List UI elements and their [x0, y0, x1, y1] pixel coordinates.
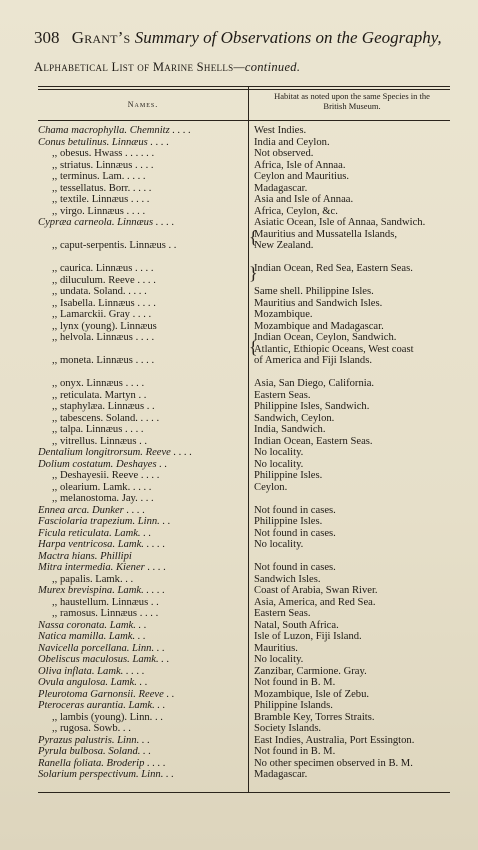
brace-diluculum-undata: } — [249, 263, 258, 283]
species-name: Dolium costatum. Deshayes . . — [38, 458, 168, 470]
table-row — [38, 137, 458, 149]
table-row — [38, 470, 458, 482]
table-row — [38, 125, 458, 137]
habitat-text: Same shell. Philippine Isles. — [254, 286, 374, 297]
habitat-text: Not found in B. M. — [254, 677, 336, 688]
table-row — [38, 160, 458, 172]
habitat-text: Eastern Seas. — [254, 608, 311, 619]
habitat-text: Indian Ocean, Eastern Seas. — [254, 435, 373, 447]
table-row — [38, 758, 458, 770]
species-name: ,, olearium. Lamk. . . . . — [52, 481, 152, 493]
species-name: Natica mamilla. Lamk. . . — [38, 631, 146, 642]
table-row — [38, 608, 458, 620]
habitat-text: Natal, South Africa. — [254, 619, 339, 631]
table-row — [38, 620, 458, 632]
species-name: ,, virgo. Linnæus . . . . — [52, 205, 146, 217]
habitat-text: Not found in cases. — [254, 527, 336, 539]
habitat-text: of America and Fiji Islands. — [254, 355, 372, 366]
section-continued: —continued. — [233, 60, 301, 74]
table-row — [38, 447, 458, 459]
habitat-text: No other specimen observed in B. M. — [254, 757, 413, 769]
table-row — [38, 516, 458, 528]
habitat-text: Ceylon and Mauritius. — [254, 171, 350, 182]
species-name: ,, onyx. Linnæus . . . . — [52, 378, 145, 389]
table-row — [38, 229, 458, 241]
species-name: ,, reticulata. Martyn . . — [52, 389, 147, 401]
habitat-text: No locality. — [254, 458, 304, 470]
species-name: Navicella porcellana. Linn. . . — [38, 642, 165, 654]
species-name: Harpa ventricosa. Lamk. . . . . — [38, 539, 166, 550]
table-row — [38, 413, 458, 425]
habitat-text: West Indies. — [254, 125, 307, 136]
habitat-text: Sandwich, Ceylon. — [254, 412, 335, 424]
table-row — [38, 240, 458, 252]
species-name: Ficula reticulata. Lamk. . . — [38, 527, 152, 539]
habitat-text: Mauritius and Mussatella Islands, — [254, 228, 397, 240]
table-row — [38, 574, 458, 586]
habitat-text: Mauritius and Sandwich Isles. — [254, 297, 383, 309]
habitat-text: Zanzibar, Carmione. Gray. — [254, 665, 367, 677]
species-name: ,, vitrellus. Linnæus . . — [52, 435, 148, 447]
species-name: Pyrula bulbosa. Soland. . . — [38, 746, 151, 757]
page-number: 308 — [34, 28, 60, 47]
species-name: ,, textile. Linnæus . . . . — [52, 194, 150, 205]
table-bottom-rule — [38, 792, 450, 793]
table-row — [38, 562, 458, 574]
table-row — [38, 689, 458, 701]
table-row — [38, 643, 458, 655]
species-name: Fasciolaria trapezium. Linn. . . — [38, 516, 171, 527]
species-name: ,, papalis. Lamk. . . — [52, 573, 134, 585]
column-header-habitat — [252, 91, 452, 111]
species-name: ,, diluculum. Reeve . . . . — [52, 274, 156, 286]
species-name: ,, moneta. Linnæus . . . . — [52, 355, 155, 366]
species-name: ,, terminus. Lam. . . . . — [52, 171, 146, 182]
habitat-text: India and Ceylon. — [254, 136, 330, 148]
table-row — [38, 597, 458, 609]
species-name: Ennea arca. Dunker . . . . — [38, 504, 145, 516]
table-row — [38, 723, 458, 735]
habitat-text: Bramble Key, Torres Straits. — [254, 711, 375, 723]
species-name: ,, staphylæa. Linnæus . . — [52, 401, 155, 412]
column-header-names: Names. — [127, 100, 159, 109]
habitat-text: East Indies, Australia, Port Essington. — [254, 734, 415, 746]
species-name: ,, lambis (young). Linn. . . — [52, 711, 163, 723]
species-name: Ranella foliata. Broderip . . . . — [38, 757, 166, 769]
species-name: Mactra hians. Phillipi — [38, 550, 132, 562]
table-row — [38, 309, 458, 321]
column-header-habitat-line1: Habitat as noted upon the same Species in the — [274, 91, 430, 101]
table-row — [38, 735, 458, 747]
running-head — [34, 28, 464, 48]
table-row — [38, 666, 458, 678]
habitat-text: Philippine Isles. — [254, 470, 323, 481]
species-name: ,, tabescens. Soland. . . . . — [52, 412, 160, 424]
species-name: ,, Deshayesii. Reeve . . . . — [52, 470, 160, 481]
habitat-text: Mozambique and Madagascar. — [254, 320, 384, 332]
species-name: ,, helvola. Linnæus . . . . — [52, 332, 155, 343]
species-name: ,, lynx (young). Linnæus — [52, 320, 157, 332]
species-name: ,, obesus. Hwass . . . . . . — [52, 148, 155, 159]
species-name: Ovula angulosa. Lamk. . . — [38, 677, 148, 688]
table-row — [38, 321, 458, 333]
table-row — [38, 367, 458, 379]
habitat-text: Philippine Isles. — [254, 516, 323, 527]
species-name: ,, ramosus. Linnæus . . . . — [52, 608, 159, 619]
running-title: Summary of Observations on the Geography, — [134, 28, 442, 47]
habitat-text: Africa, Isle of Annaa. — [254, 159, 346, 171]
habitat-text: Africa, Ceylon, &c. — [254, 205, 338, 217]
table-row — [38, 171, 458, 183]
brace-moneta: { — [249, 337, 258, 357]
species-name: ,, melanostoma. Jay. . . . — [52, 493, 154, 504]
habitat-text: Sandwich Isles. — [254, 573, 321, 585]
table-row — [38, 551, 458, 563]
table-row — [38, 424, 458, 436]
habitat-text: Madagascar. — [254, 769, 308, 780]
table-row — [38, 263, 458, 275]
table-row — [38, 769, 458, 781]
species-name: Obeliscus maculosus. Lamk. . . — [38, 654, 170, 665]
table-row — [38, 493, 458, 505]
table-row — [38, 401, 458, 413]
species-name: Pyrazus palustris. Linn. . . — [38, 734, 150, 746]
species-name: Murex brevispina. Lamk. . . . . — [38, 585, 165, 596]
species-name: Nassa coronata. Lamk. . . — [38, 619, 147, 631]
table-row — [38, 436, 458, 448]
habitat-text: Not observed. — [254, 148, 314, 159]
section-title-text: Alphabetical List of Marine Shells — [34, 60, 234, 74]
table-row — [38, 505, 458, 517]
table-row — [38, 275, 458, 287]
brace-caput-serpentis: { — [249, 227, 258, 247]
habitat-text: Madagascar. — [254, 182, 308, 194]
habitat-text: Atlantic, Ethiopic Oceans, West coast — [254, 343, 414, 355]
habitat-text: Ceylon. — [254, 481, 288, 493]
species-name: ,, striatus. Linnæus . . . . — [52, 159, 154, 171]
table-row — [38, 528, 458, 540]
habitat-text: Mozambique, Isle of Zebu. — [254, 688, 370, 700]
species-name: Solarium perspectivum. Linn. . . — [38, 769, 174, 780]
habitat-text: Asia, San Diego, California. — [254, 378, 375, 389]
habitat-text: Philippine Isles, Sandwich. — [254, 401, 370, 412]
header-rule — [38, 120, 450, 121]
table-body — [38, 125, 458, 781]
habitat-text: Eastern Seas. — [254, 389, 311, 401]
section-title — [34, 60, 454, 75]
species-name: ,, talpa. Linnæus . . . . — [52, 424, 144, 435]
habitat-text: Not found in B. M. — [254, 746, 336, 757]
habitat-text: Isle of Luzon, Fiji Island. — [254, 631, 362, 642]
table-row — [38, 183, 458, 195]
species-name: ,, caurica. Linnæus . . . . — [52, 263, 154, 274]
table-row — [38, 252, 458, 264]
table-row — [38, 217, 458, 229]
species-name: Dentalium longitrorsum. Reeve . . . . — [38, 447, 193, 458]
species-name: ,, rugosa. Sowb. . . — [52, 723, 131, 734]
species-name: Chama macrophylla. Chemnitz . . . . — [38, 125, 191, 136]
habitat-text: Not found in cases. — [254, 504, 336, 516]
habitat-text: Asia and Isle of Annaa. — [254, 194, 354, 205]
habitat-text: Asiatic Ocean, Isle of Annaa, Sandwich. — [254, 217, 426, 228]
habitat-text: New Zealand. — [254, 240, 314, 251]
table-row — [38, 390, 458, 402]
species-name: Mitra intermedia. Kiener . . . . — [38, 562, 166, 573]
habitat-text: Coast of Arabia, Swan River. — [254, 585, 378, 596]
habitat-text: India, Sandwich. — [254, 424, 326, 435]
table-row — [38, 355, 458, 367]
table-row — [38, 585, 458, 597]
table-row — [38, 539, 458, 551]
species-name: ,, haustellum. Linnæus . . — [52, 596, 159, 608]
habitat-text: No locality. — [254, 539, 304, 550]
species-name: ,, Lamarckii. Gray . . . . — [52, 309, 152, 320]
table-row — [38, 148, 458, 160]
species-name: Cypræa carneola. Linnæus . . . . — [38, 217, 175, 228]
habitat-text: Not found in cases. — [254, 562, 336, 573]
habitat-text: Philippine Islands. — [254, 700, 333, 711]
species-name: Pteroceras aurantia. Lamk. . . — [38, 700, 166, 711]
table-row — [38, 631, 458, 643]
table-top-rule — [38, 86, 450, 87]
habitat-text: Indian Ocean, Ceylon, Sandwich. — [254, 332, 397, 343]
table-row — [38, 482, 458, 494]
table-row — [38, 746, 458, 758]
table-row — [38, 712, 458, 724]
table-top-rule-thin — [38, 89, 450, 90]
species-name: Oliva inflata. Lamk. . . . . — [38, 665, 145, 677]
table-row — [38, 194, 458, 206]
table-row — [38, 344, 458, 356]
species-name: ,, tessellatus. Borr. . . . . — [52, 182, 152, 194]
species-name: ,, undata. Soland. . . . . — [52, 286, 147, 297]
table-row — [38, 332, 458, 344]
habitat-text: Mozambique. — [254, 309, 313, 320]
habitat-text: Society Islands. — [254, 723, 322, 734]
species-name: ,, Isabella. Linnæus . . . . — [52, 297, 156, 309]
habitat-text: Asia, America, and Red Sea. — [254, 596, 376, 608]
habitat-text: No locality. — [254, 447, 304, 458]
species-name: ,, caput-serpentis. Linnæus . . — [52, 240, 177, 251]
table-row — [38, 677, 458, 689]
author-name: Grant’s — [71, 28, 131, 47]
table-row — [38, 654, 458, 666]
column-header-habitat-line2: British Museum. — [323, 101, 381, 111]
table-row — [38, 298, 458, 310]
species-name: Pleurotoma Garnonsii. Reeve . . — [38, 688, 175, 700]
table-row — [38, 700, 458, 712]
habitat-text: Mauritius. — [254, 642, 298, 654]
species-name: Conus betulinus. Linnæus . . . . — [38, 136, 169, 148]
habitat-text: Indian Ocean, Red Sea, Eastern Seas. — [254, 263, 413, 274]
table-row — [38, 378, 458, 390]
table-row — [38, 206, 458, 218]
habitat-text: No locality. — [254, 654, 304, 665]
table-row — [38, 286, 458, 298]
table-row — [38, 459, 458, 471]
